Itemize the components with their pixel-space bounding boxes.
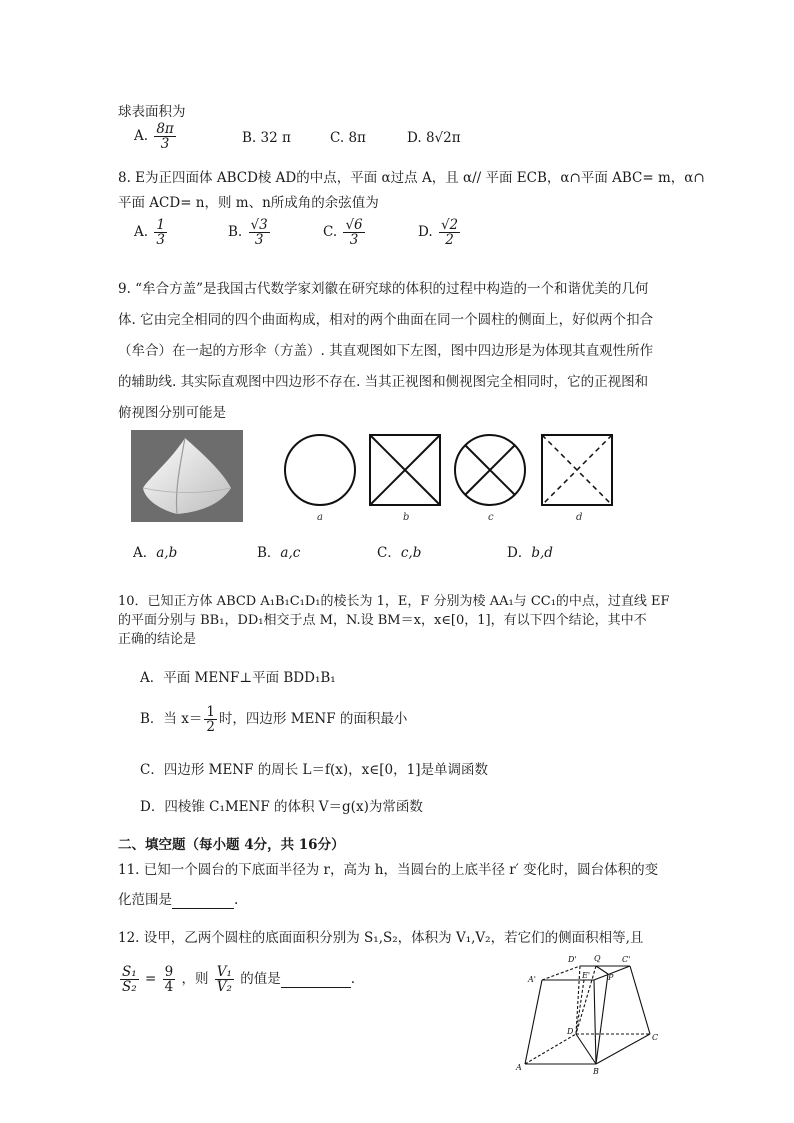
label-b: B: [593, 1067, 599, 1076]
q10-option-c[interactable]: C．四边形 MENF 的周长 L＝f(x)，x∈[0，1]是单调函数: [140, 762, 488, 778]
q9-option-d[interactable]: D．b,d: [507, 545, 553, 561]
figure-label-d: d: [576, 512, 583, 523]
frustum-diagram: [510, 952, 670, 1077]
q8-option-c[interactable]: C. $\frac{√6}{3}$: [323, 217, 363, 249]
figure-label-b: b: [403, 512, 410, 523]
label-q: Q: [594, 954, 601, 963]
figure-d-square-dashed: [542, 435, 612, 505]
q9-option-c[interactable]: C．c,b: [377, 545, 422, 561]
section-heading-fill-in: 二、填空题（每小题 4分，共 16分）: [118, 837, 345, 853]
q8-line-1: 8. E为正四面体 ABCD棱 AD的中点，平面 α过点 A，且 α// 平面 ECB，α∩平面 ABC= m，α∩: [118, 170, 705, 186]
figure-a-circle: [285, 435, 355, 505]
q10-option-a[interactable]: A．平面 MENF⊥平面 BDD₁B₁: [140, 670, 336, 686]
q7-option-d[interactable]: D. 8√2π: [407, 130, 461, 146]
q8-line-2: 平面 ACD= n，则 m、n所成角的余弦值为: [118, 195, 379, 211]
q7-option-b[interactable]: B. 32 π: [242, 130, 291, 146]
q9-line-2: 体. 它由完全相同的四个曲面构成，相对的两个曲面在同一个圆柱的侧面上，好似两个扣合: [118, 312, 654, 328]
label-d: D: [567, 1027, 574, 1036]
label-a: A: [516, 1063, 522, 1072]
q9-line-1: 9. “牟合方盖”是我国古代数学家刘徽在研究球的体积的过程中构造的一个和谐优美的几何: [118, 281, 649, 297]
q10-line-2: 的平面分别与 BB₁，DD₁相交于点 M，N.设 BM＝x，x∈[0，1]，有以下四个结论，其中不: [118, 613, 647, 628]
q9-option-b[interactable]: B．a,c: [257, 545, 301, 561]
mouhefanggai-photo: [131, 430, 243, 522]
q10-line-3: 正确的结论是: [118, 632, 197, 647]
q9-line-5: 俯视图分别可能是: [118, 405, 226, 421]
q10-option-d[interactable]: D．四棱锥 C₁MENF 的体积 V＝g(x)为常函数: [140, 799, 423, 815]
figure-label-c: c: [488, 512, 494, 523]
q7-tail: 球表面积为: [118, 104, 186, 120]
q12-line-1: 12. 设甲，乙两个圆柱的底面面积分别为 S₁,S₂，体积为 V₁,V₂，若它们的侧面积相等,且: [118, 930, 644, 946]
q8-option-b[interactable]: B. $\frac{√3}{3}$: [228, 217, 268, 249]
q7-option-a[interactable]: A. $\frac{8\pi}{3}$: [134, 121, 174, 153]
figure-label-a: a: [317, 512, 323, 523]
q12-line-2: $\frac{\text{S₁}}{\text{S₂}}$ = $\frac{9}{4}$ ，则 $\frac{\text{V₁}}{\text{V₂}}$ 的值是 .: [122, 964, 356, 996]
label-c: C: [652, 1033, 659, 1042]
label-e-prime: E': [582, 971, 591, 980]
q11-answer-blank[interactable]: [172, 892, 234, 909]
q9-option-a[interactable]: A．a,b: [133, 545, 178, 561]
q8-option-d[interactable]: D. $\frac{√2}{2}$: [418, 217, 459, 249]
q10-line-1: 10．已知正方体 ABCD A₁B₁C₁D₁的棱长为 1，E，F 分别为棱 AA₁与 CC₁的中点，过直线 EF: [118, 594, 670, 609]
q8-option-a[interactable]: A. $\frac{1}{3}$: [134, 217, 165, 249]
figure-b-square: [370, 435, 440, 505]
q9-line-4: 的辅助线. 其实际直观图中四边形不存在. 当其正视图和侧视图完全相同时，它的正视图和: [118, 374, 649, 390]
q11-line-1: 11. 已知一个圆台的下底面半径为 r，高为 h，当圆台的上底半径 r′ 变化时，圆台体积的变: [118, 862, 659, 878]
q12-answer-blank[interactable]: [281, 971, 351, 988]
q11-line-2: 化范围是 .: [118, 892, 239, 908]
q7-option-c[interactable]: C. 8π: [330, 130, 366, 146]
q9-view-figures: [282, 430, 622, 530]
q10-option-b[interactable]: B．当 x＝ $\frac{1}{2}$ 时，四边形 MENF 的面积最小: [140, 704, 408, 736]
figure-c-circle-cross: [455, 435, 525, 505]
label-c-prime: C': [622, 955, 631, 964]
label-a-prime: A': [528, 975, 536, 984]
q9-line-3: （牟合）在一起的方形伞（方盖）. 其直观图如下左图，图中四边形是为体现其直观性所作: [118, 343, 654, 359]
label-p: P: [608, 973, 614, 982]
label-d-prime: D': [568, 955, 577, 964]
